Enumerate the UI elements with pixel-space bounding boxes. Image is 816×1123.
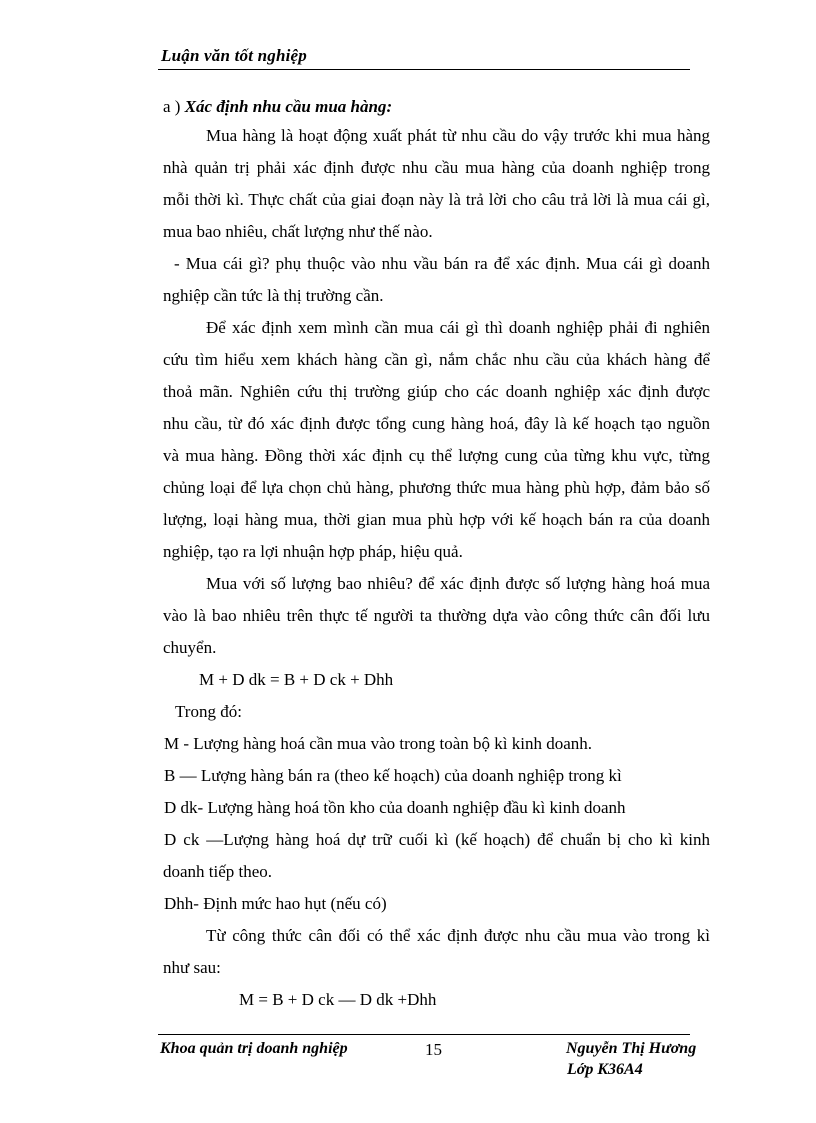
footer-rule	[158, 1034, 690, 1035]
paragraph-line: lượng, loại hàng mua, thời gian mua phù hợp với kế hoạch bán ra của doanh	[163, 510, 710, 529]
paragraph-line: Mua hàng là hoạt động xuất phát từ nhu cầu do vậy trước khi mua hàng	[206, 126, 710, 145]
section-heading	[163, 97, 710, 117]
paragraph-line: chủng loại để lựa chọn chủ hàng, phương thức mua hàng phù hợp, đảm bảo số	[163, 478, 710, 497]
footer-department: Khoa quản trị doanh nghiệp	[160, 1040, 348, 1057]
paragraph-line: Để xác định xem mình cần mua cái gì thì doanh nghiệp phải đi nghiên	[206, 318, 710, 337]
paragraph-line: nhu cầu, từ đó xác định được tổng cung hàng hoá, đây là kế hoạch tạo nguồn	[163, 414, 710, 433]
definition-m: M - Lượng hàng hoá cần mua vào trong toàn bộ kì kinh doanh.	[164, 734, 593, 753]
paragraph-line: vào là bao nhiêu trên thực tế người ta thường dựa vào công thức cân đối lưu	[163, 606, 710, 625]
paragraph-line: nghiệp, tạo ra lợi nhuận hợp pháp, hiệu quả.	[163, 542, 463, 561]
header-title: Luận văn tốt nghiệp	[161, 46, 307, 65]
formula-balance: M + D dk = B + D ck + Dhh	[199, 670, 394, 689]
header-rule	[158, 69, 690, 70]
page-number: 15	[425, 1040, 442, 1059]
paragraph-line: mỗi thời kì. Thực chất của giai đoạn này là trả lời cho câu trả lời là mua cái gì,	[163, 190, 710, 209]
paragraph-line: nhà quản trị phải xác định được nhu cầu mua hàng của doanh nghiệp trong	[163, 158, 710, 177]
definition-b: B — Lượng hàng bán ra (theo kế hoạch) của doanh nghiệp trong kì	[164, 766, 622, 785]
paragraph-line: Từ công thức cân đối có thể xác định được nhu cầu mua vào trong kì	[206, 926, 710, 945]
paragraph-line: thoả mãn. Nghiên cứu thị trường giúp cho các doanh nghiệp xác định được	[163, 382, 710, 401]
formula-demand: M = B + D ck — D dk +Dhh	[239, 990, 437, 1009]
paragraph-line: chuyển.	[163, 638, 217, 657]
paragraph-line: và mua hàng. Đồng thời xác định cụ thể lượng cung của từng khu vực, từng	[163, 446, 710, 465]
definition-ddk: D dk- Lượng hàng hoá tồn kho của doanh nghiệp đầu kì kinh doanh	[164, 798, 626, 817]
section-colon: :	[386, 97, 393, 116]
section-marker: a )	[163, 97, 185, 116]
definition-dck-cont: doanh tiếp theo.	[163, 862, 273, 881]
section-title: Xác định nhu cầu mua hàng	[184, 97, 387, 116]
paragraph-line: Mua với số lượng bao nhiêu? để xác định được số lượng hàng hoá mua	[206, 574, 710, 593]
paragraph-line: nghiệp cần tức là thị trường cần.	[163, 286, 384, 305]
footer-author: Nguyễn Thị Hương	[566, 1040, 697, 1057]
bullet-line: - Mua cái gì? phụ thuộc vào nhu vầu bán ra để xác định. Mua cái gì doanh	[174, 254, 710, 273]
footer-class: Lớp K36A4	[567, 1061, 643, 1078]
definition-dhh: Dhh- Định mức hao hụt (nếu có)	[164, 894, 387, 913]
definition-dck: D ck —Lượng hàng hoá dự trữ cuối kì (kế hoạch) để chuẩn bị cho kì kinh	[164, 830, 710, 849]
where-label: Trong đó:	[175, 702, 242, 721]
paragraph-line: như sau:	[163, 958, 221, 977]
paragraph-line: mua bao nhiêu, chất lượng như thế nào.	[163, 222, 433, 241]
paragraph-line: cứu tìm hiểu xem khách hàng cần gì, nắm chắc nhu cầu của khách hàng để	[163, 350, 710, 369]
